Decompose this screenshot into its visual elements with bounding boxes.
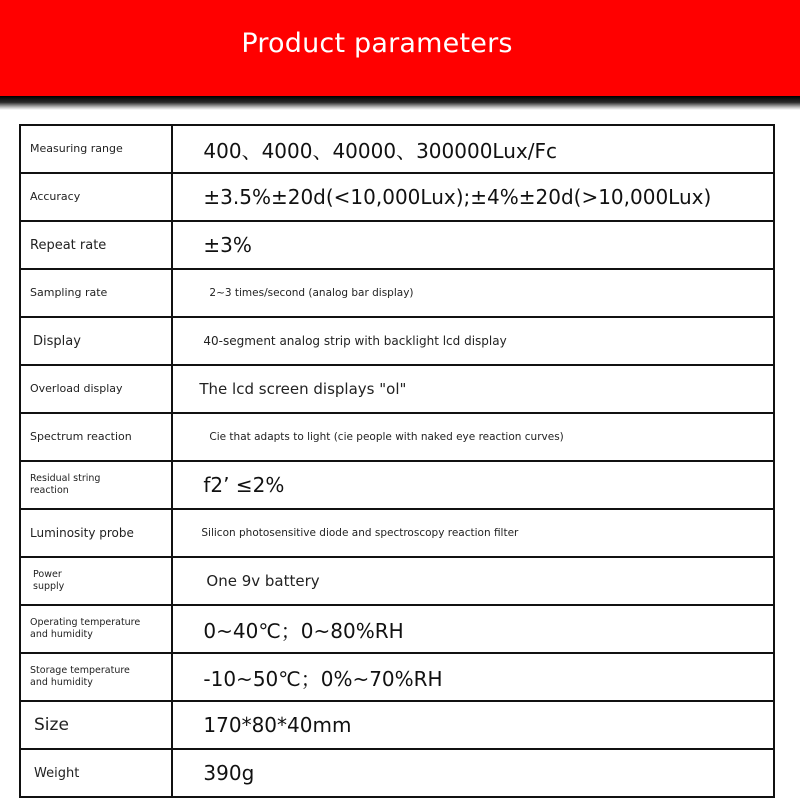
table-row [20,701,774,749]
label-line: Storage temperature [30,665,130,676]
row-value-overload-display: The lcd screen displays "ol" [199,380,407,398]
row-value-weight: 390g [203,761,255,785]
value-cell [172,509,774,557]
value-cell [172,605,774,653]
label-line: reaction [30,485,69,496]
row-label-measuring-range: Measuring range [30,142,123,155]
value-cell [172,317,774,365]
label-cell [20,605,172,653]
table-row [20,269,774,317]
row-label-display: Display [33,333,81,349]
label-cell [20,221,172,269]
value-cell [172,269,774,317]
label-cell [20,317,172,365]
header-banner [0,0,800,96]
row-value-repeat-rate: ±3% [203,233,252,257]
row-label-luminosity-probe: Luminosity probe [30,526,134,540]
value-cell [172,557,774,605]
table-row [20,557,774,605]
value-cell [172,173,774,221]
table-row [20,413,774,461]
value-cell [172,701,774,749]
value-cell [172,653,774,701]
label-line: Residual string [30,473,101,484]
value-cell [172,413,774,461]
label-line: and humidity [30,629,93,640]
table-row [20,173,774,221]
row-label-power-supply [21,569,171,593]
row-label-repeat-rate: Repeat rate [30,237,107,253]
table-row [20,605,774,653]
table-row [20,749,774,797]
label-line: and humidity [30,677,93,688]
label-cell [20,509,172,557]
label-cell [20,125,172,173]
row-value-size: 170*80*40mm [203,713,352,737]
row-label-residual-string-reaction [21,473,171,497]
label-cell [20,413,172,461]
row-label-overload-display: Overload display [30,382,123,395]
table-row [20,221,774,269]
label-cell [20,461,172,509]
label-line: Operating temperature [30,617,141,628]
row-value-storage-temperature: -10~50℃；0%~70%RH [203,666,443,691]
row-value-residual-string-reaction: f2’ ≤2% [203,473,285,497]
label-line: supply [33,581,65,592]
table-row [20,125,774,173]
row-value-power-supply: One 9v battery [206,572,320,590]
row-label-storage-temperature [21,665,171,689]
table-row [20,365,774,413]
table-row [20,317,774,365]
banner-shadow-divider [0,96,800,110]
row-value-measuring-range: 400、4000、40000、300000Lux/Fc [203,138,557,163]
table-row [20,653,774,701]
row-label-spectrum-reaction: Spectrum reaction [30,430,132,443]
row-value-accuracy: ±3.5%±20d(<10,000Lux);±4%±20d(>10,000Lux) [203,185,712,209]
spec-table [19,124,775,798]
row-value-display: 40-segment analog strip with backlight lcd display [203,334,507,348]
label-cell [20,365,172,413]
value-cell [172,749,774,797]
row-label-operating-temperature [21,617,171,641]
row-label-size: Size [34,715,69,735]
value-cell [172,461,774,509]
label-cell [20,701,172,749]
row-label-accuracy: Accuracy [30,190,81,203]
label-cell [20,749,172,797]
row-value-luminosity-probe: Silicon photosensitive diode and spectroscopy reaction filter [201,527,519,539]
row-label-weight: Weight [34,765,80,781]
row-value-operating-temperature: 0~40℃；0~80%RH [203,618,404,643]
table-row [20,509,774,557]
label-cell [20,557,172,605]
row-label-sampling-rate: Sampling rate [30,286,108,299]
label-cell [20,653,172,701]
row-value-sampling-rate: 2~3 times/second (analog bar display) [209,287,414,299]
value-cell [172,221,774,269]
row-value-spectrum-reaction: Cie that adapts to light (cie people with naked eye reaction curves) [209,431,564,443]
label-cell [20,173,172,221]
label-line: Power [33,569,62,580]
table-row [20,461,774,509]
page-title: Product parameters [241,28,513,59]
value-cell [172,125,774,173]
value-cell [172,365,774,413]
label-cell [20,269,172,317]
